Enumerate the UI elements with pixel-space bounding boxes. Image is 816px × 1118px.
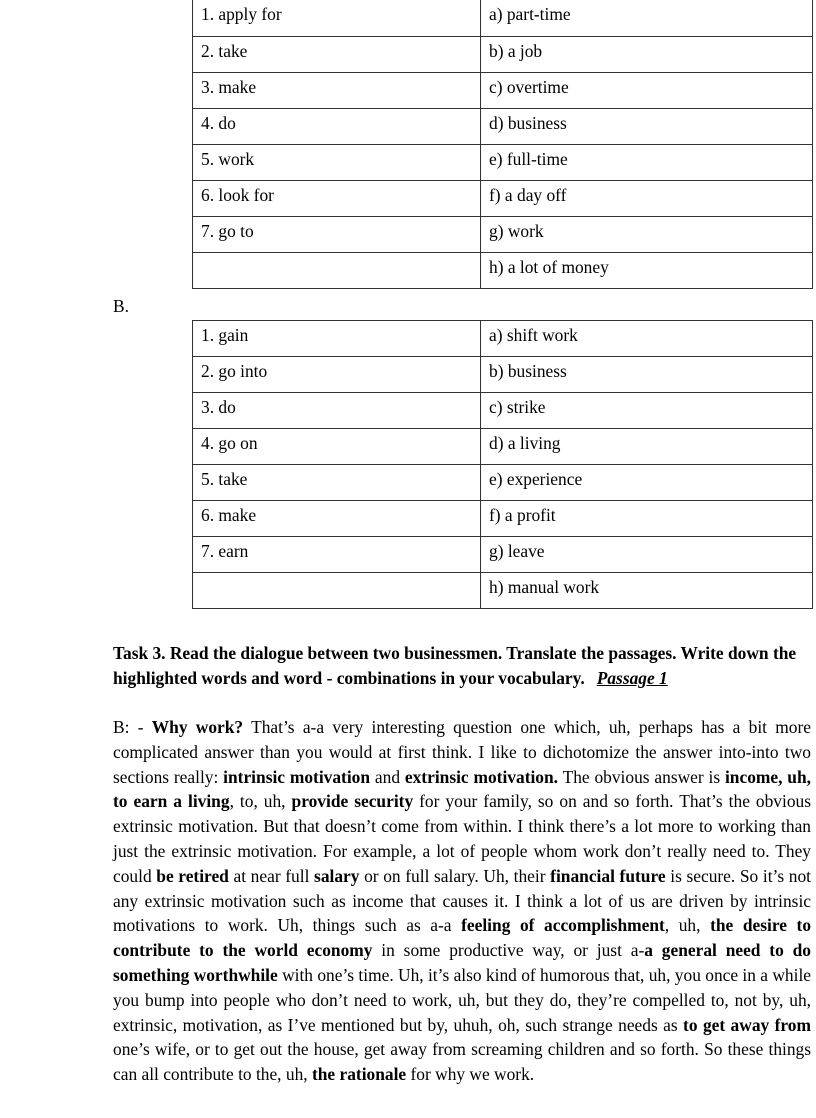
right-cell: h) a lot of money bbox=[481, 252, 813, 288]
right-cell: e) full-time bbox=[481, 144, 813, 180]
right-cell: g) leave bbox=[481, 537, 813, 573]
passage-1-label: Passage 1 bbox=[596, 668, 668, 688]
highlighted-term: a general need to do something worthwhile bbox=[113, 940, 811, 985]
right-cell: c) overtime bbox=[481, 72, 813, 108]
left-cell: 5. work bbox=[193, 144, 481, 180]
highlighted-term: extrinsic motivation. bbox=[404, 766, 559, 787]
left-cell bbox=[193, 252, 481, 288]
dialogue-text: , uh, bbox=[664, 915, 711, 936]
table-row bbox=[193, 357, 813, 393]
left-cell: 6. make bbox=[193, 501, 481, 537]
left-cell: 2. take bbox=[193, 36, 481, 72]
highlighted-term: be retired bbox=[156, 865, 229, 886]
right-cell: e) experience bbox=[481, 465, 813, 501]
left-cell: 7. go to bbox=[193, 216, 481, 252]
section-b-label: B. bbox=[113, 296, 129, 316]
table-row bbox=[193, 180, 813, 216]
task-3-text: Task 3. Read the dialogue between two businessmen. Translate the passages. Write down the highlighted words and word - combinations in your vocabulary. bbox=[113, 643, 797, 688]
table-row bbox=[193, 501, 813, 537]
highlighted-term: feeling of accomplishment bbox=[461, 915, 665, 936]
highlighted-term: Why work? bbox=[151, 717, 244, 737]
right-cell: d) a living bbox=[481, 429, 813, 465]
dialogue-text: for why we work. bbox=[406, 1064, 535, 1085]
right-cell: h) manual work bbox=[481, 573, 813, 609]
table-row bbox=[193, 216, 813, 252]
right-cell: f) a day off bbox=[481, 180, 813, 216]
left-cell: 1. gain bbox=[193, 321, 481, 357]
table-row bbox=[193, 429, 813, 465]
dialogue-text: B: - bbox=[113, 717, 152, 737]
dialogue-text: or on full salary. Uh, their bbox=[359, 865, 551, 886]
highlighted-term: provide security bbox=[291, 791, 414, 812]
highlighted-term: the rationale bbox=[311, 1064, 407, 1085]
dialogue-text: and bbox=[370, 766, 405, 787]
highlighted-term: salary bbox=[314, 865, 360, 886]
table-row bbox=[193, 573, 813, 609]
dialogue-text: for your family, so on and so forth. That’s the obvious extrinsic motivation. But that doesn’t come from within. I think there’s a lot more to working than just the extrinsic motivation. For example, a lot of people whom work don’t really need to. They could bbox=[113, 791, 811, 886]
table-row bbox=[193, 0, 813, 36]
left-cell: 6. look for bbox=[193, 180, 481, 216]
dialogue-paragraph bbox=[113, 715, 811, 1087]
left-cell: 3. make bbox=[193, 72, 481, 108]
table-row bbox=[193, 465, 813, 501]
highlighted-term: to get away from bbox=[683, 1014, 811, 1035]
task-3-instructions bbox=[113, 641, 813, 691]
right-cell: g) work bbox=[481, 216, 813, 252]
dialogue-text: That’s a-a very interesting question one which, uh, perhaps has a bit more complicated answer than you would at first think. I like to dichotomize the answer into-into two sections really: bbox=[113, 717, 811, 787]
table-row bbox=[193, 36, 813, 72]
dialogue-text: with one’s time. Uh, it’s also kind of humorous that, uh, you once in a while you bump into people who don’t need to work, uh, but they do, they’re compelled to, not by, uh, extrinsic, motivation, as I’ve mentioned but by, uhuh, oh, such strange needs as bbox=[113, 964, 811, 1035]
left-cell bbox=[193, 573, 481, 609]
highlighted-term: income, uh, bbox=[724, 766, 811, 787]
matching-table-a bbox=[192, 0, 813, 289]
matching-table-b bbox=[192, 320, 813, 609]
dialogue-text: in some productive way, or just a- bbox=[372, 940, 645, 961]
table-row bbox=[193, 321, 813, 357]
highlighted-term: financial future bbox=[550, 865, 666, 886]
right-cell: a) shift work bbox=[481, 321, 813, 357]
highlighted-term: the desire to contribute to the world economy bbox=[113, 915, 812, 961]
left-cell: 4. do bbox=[193, 108, 481, 144]
highlighted-term: to earn a living bbox=[113, 791, 230, 812]
right-cell: b) business bbox=[481, 357, 813, 393]
left-cell: 5. take bbox=[193, 465, 481, 501]
dialogue-text: , to, uh, bbox=[229, 791, 292, 812]
dialogue-text: at near full bbox=[228, 865, 315, 886]
dialogue-text: one’s wife, or to get out the house, get away from screaming children and so forth. So these things can all contribute to the, uh, bbox=[113, 1039, 811, 1085]
left-cell: 2. go into bbox=[193, 357, 481, 393]
table-row bbox=[193, 144, 813, 180]
table-row bbox=[193, 108, 813, 144]
left-cell: 3. do bbox=[193, 393, 481, 429]
table-row bbox=[193, 393, 813, 429]
table-row bbox=[193, 72, 813, 108]
dialogue-text: The obvious answer is bbox=[558, 766, 725, 787]
left-cell: 7. earn bbox=[193, 537, 481, 573]
right-cell: b) a job bbox=[481, 36, 813, 72]
right-cell: a) part-time bbox=[481, 0, 813, 36]
dialogue-text: is secure. So it’s not any extrinsic motivation such as income that causes it. I think a lot of us are driven by intrinsic motivations to work. Uh, things such as a-a bbox=[113, 865, 812, 936]
table-row bbox=[193, 252, 813, 288]
right-cell: d) business bbox=[481, 108, 813, 144]
right-cell: f) a profit bbox=[481, 501, 813, 537]
table-row bbox=[193, 537, 813, 573]
left-cell: 4. go on bbox=[193, 429, 481, 465]
left-cell: 1. apply for bbox=[193, 0, 481, 36]
highlighted-term: intrinsic motivation bbox=[223, 766, 371, 787]
right-cell: c) strike bbox=[481, 393, 813, 429]
